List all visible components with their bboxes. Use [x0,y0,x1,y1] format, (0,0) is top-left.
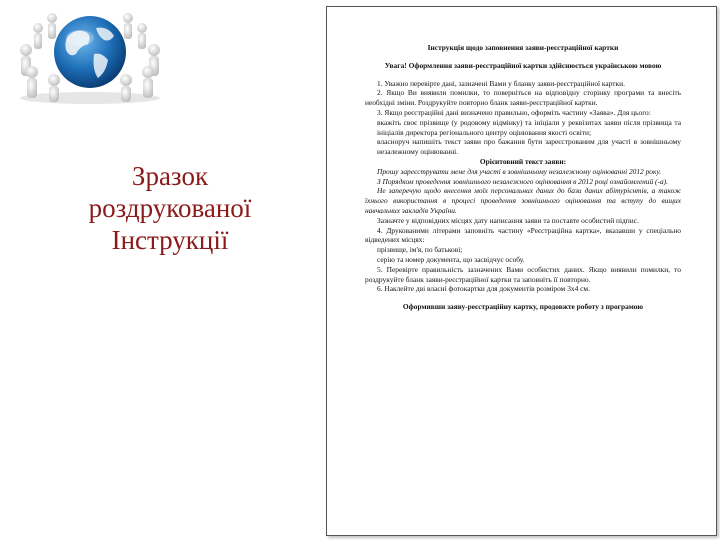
instruction-item-5: 5. Перевірте правильність зазначених Вами особистих даних. Якщо виявили помилки, то роздрукуйте бланк заяви-реєстраційної картки та заповніть її повторно. [365,264,681,284]
document-title: Інструкція щодо заповнення заяви-реєстраційної картки [427,43,619,52]
instruction-subitem-2: власноруч напишіть текст заяви про бажання бути зареєстрованим для участі в зовнішньому незалежному оцінюванні. [377,137,681,157]
document-warning [365,61,681,71]
caption-line-2: роздрукованої [88,193,252,223]
instruction-item-1: 1. Уважно перевірте дані, зазначені Вами у бланку заяви-реєстраційної картки. [377,78,625,88]
sample-line-3: Не заперечую щодо внесення моїх персональних даних до бази даних абітурієнтів, а також їхнього використання в процесі проведення зовнішнього оцінювання та вступу до вищих навчальних закладів України. [365,186,681,215]
slide-caption [60,160,280,256]
sample-line-1: Прошу зареєструвати мене для участі в зовнішньому незалежному оцінюванні 2012 року. [377,166,662,176]
date-note: Зазначте у відповідних місцях дату написання заяви та поставте особистий підпис. [377,215,639,225]
instruction-subitem-1: вкажіть своє прізвище (у родовому відмінку) та ініціали у реквізитах заяви після прізвища та ініціалів директора регіонального центру оцінювання якості освіти; [377,117,681,137]
document-footer: Оформивши заяву-реєстраційну картку, продовжте роботу з програмою [402,302,644,312]
globe-people-icon [10,6,170,106]
document-page [326,6,717,536]
instruction-item-6: 6. Наклейте дві власні фотокартки для документів розміром 3х4 см. [377,284,590,294]
item4-field-1: прізвище, ім'я, по батькові; [377,245,463,255]
warning-text: Оформлення заяви-реєстраційної картки здійснюється українською мовою [408,60,662,70]
instruction-item-4: 4. Друкованими літерами заповніть частину «Реєстраційна картка», вказавши у спеціально відведених місцях: [365,225,681,245]
sample-line-2: З Порядком проведення зовнішнього незалежного оцінювання в 2012 році ознайомлений (-а). [377,176,668,186]
sample-heading: Орієнтовний текст заяви: [479,156,567,166]
caption-line-1: Зразок [131,161,209,191]
caption-line-3: Інструкції [111,225,229,255]
document-body [365,43,681,312]
instruction-item-3: 3. Якщо реєстраційні дані визначено правильно, оформіть частину «Заява». Для цього: [377,107,651,117]
instruction-item-2: 2. Якщо Ви виявили помилки, то поверніться на відповідну сторінку програми та внесіть необхідні зміни. Роздрукуйте повторно бланк заяви-реєстраційної картки. [365,88,681,108]
warning-label: Увага! [384,60,407,70]
item4-field-2: серію та номер документа, що засвідчує особу. [377,254,525,264]
